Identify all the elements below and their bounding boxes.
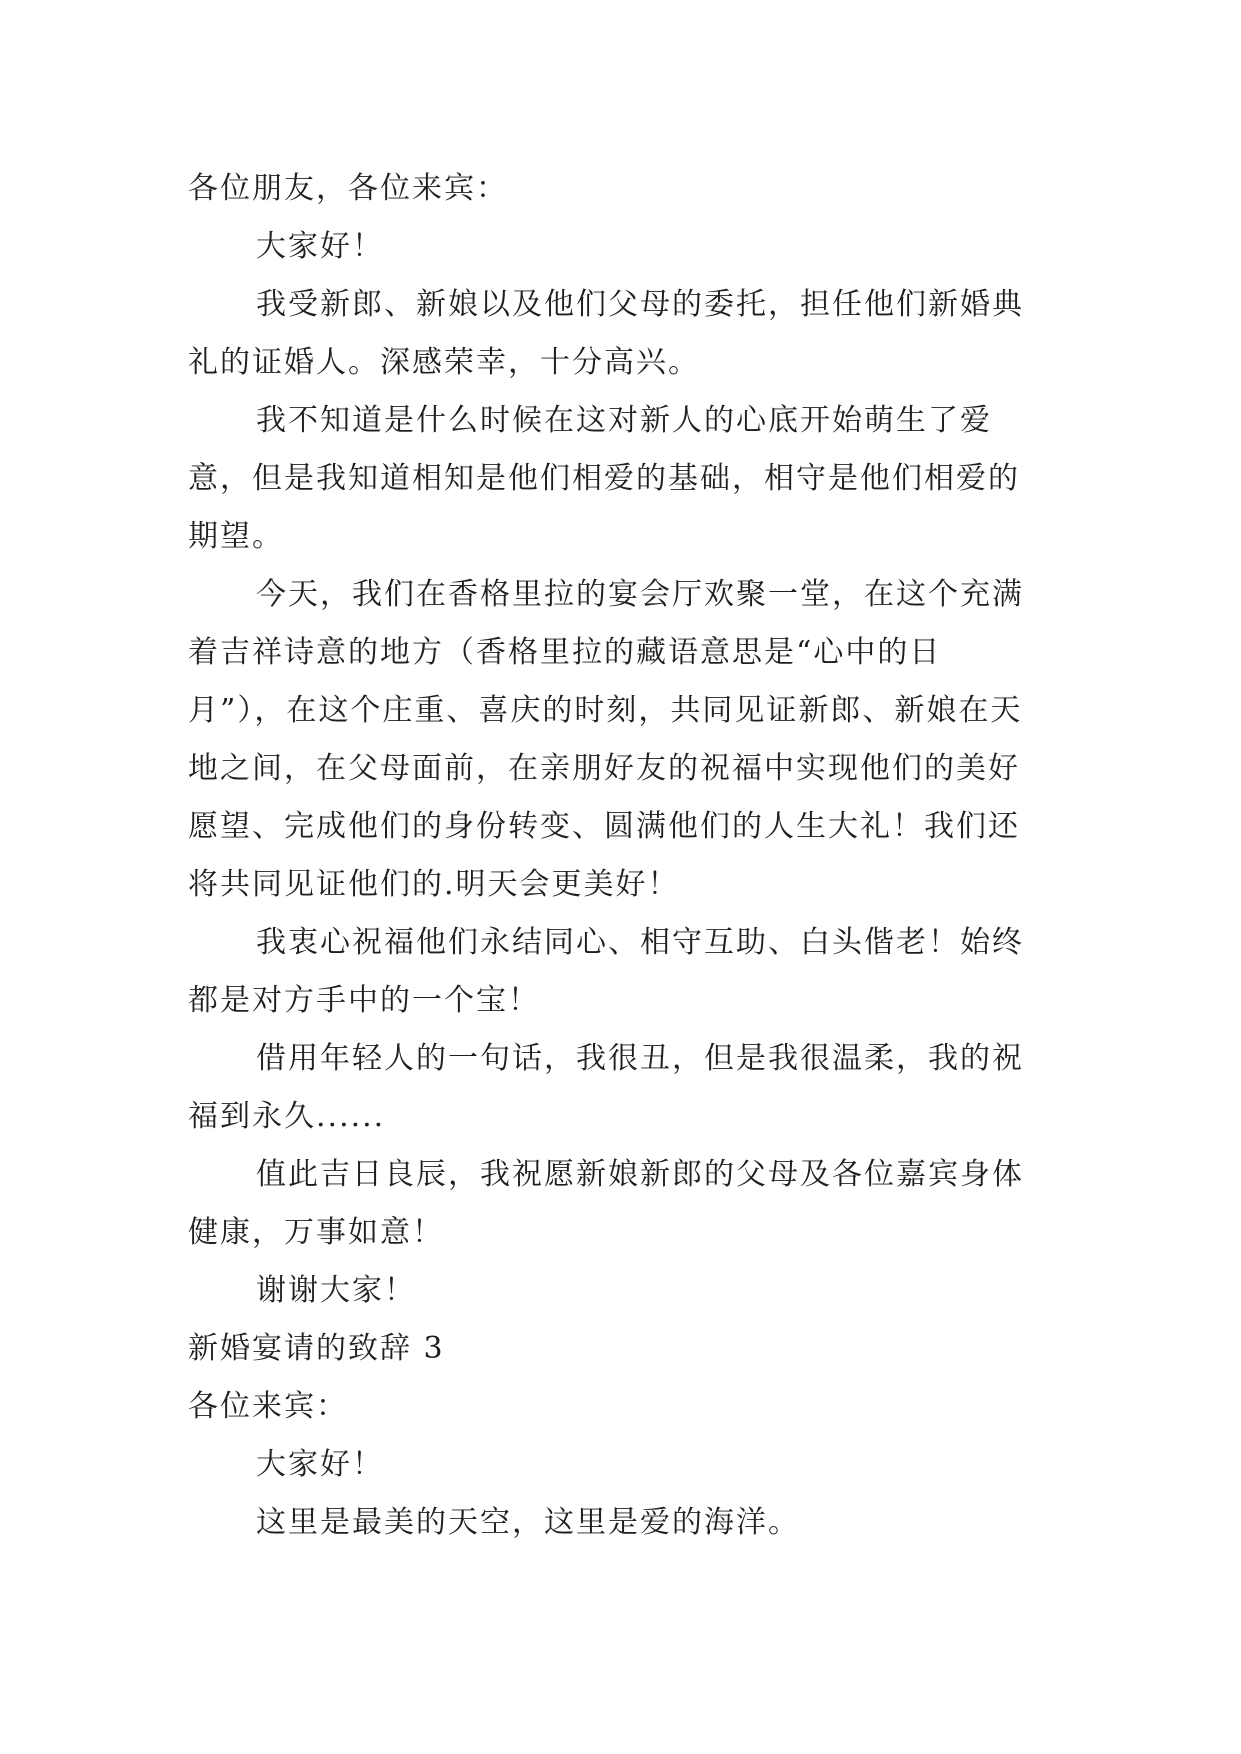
- paragraph-line: 都是对方手中的一个宝！: [188, 983, 540, 1018]
- paragraph-line: 我衷心祝福他们永结同心、相守互助、白头偕老！始终: [256, 925, 1024, 960]
- paragraph-line: 意，但是我知道相知是他们相爱的基础，相守是他们相爱的: [188, 461, 1020, 496]
- paragraph-line: 月”），在这个庄重、喜庆的时刻，共同见证新郎、新娘在天: [188, 693, 1023, 728]
- greeting: 大家好！: [256, 1447, 384, 1482]
- section-heading: 新婚宴请的致辞 3: [188, 1331, 445, 1366]
- paragraph-line: 健康，万事如意！: [188, 1215, 444, 1250]
- paragraph-line: 借用年轻人的一句话，我很丑，但是我很温柔，我的祝: [256, 1041, 1024, 1076]
- salutation: 各位朋友，各位来宾：: [188, 171, 508, 206]
- paragraph-line: 将共同见证他们的.明天会更美好！: [188, 867, 680, 902]
- paragraph-line: 我受新郎、新娘以及他们父母的委托，担任他们新婚典: [256, 287, 1024, 322]
- paragraph-line: 着吉祥诗意的地方（香格里拉的藏语意思是“心中的日: [188, 635, 942, 670]
- document-body: [188, 160, 1054, 1552]
- paragraph-line: 期望。: [188, 519, 284, 554]
- greeting: 大家好！: [256, 229, 384, 264]
- paragraph-line: 地之间，在父母面前，在亲朋好友的祝福中实现他们的美好: [188, 751, 1020, 786]
- paragraph-line: 福到永久......: [188, 1099, 386, 1134]
- closing-thanks: 谢谢大家！: [256, 1273, 416, 1308]
- paragraph-line: 愿望、完成他们的身份转变、圆满他们的人生大礼！我们还: [188, 809, 1020, 844]
- paragraph-line: 这里是最美的天空，这里是爱的海洋。: [256, 1505, 800, 1540]
- paragraph-line: 礼的证婚人。深感荣幸，十分高兴。: [188, 345, 700, 380]
- salutation: 各位来宾：: [188, 1389, 348, 1424]
- paragraph-line: 我不知道是什么时候在这对新人的心底开始萌生了爱: [256, 403, 992, 438]
- paragraph-line: 今天，我们在香格里拉的宴会厅欢聚一堂，在这个充满: [256, 577, 1024, 612]
- paragraph-line: 值此吉日良辰，我祝愿新娘新郎的父母及各位嘉宾身体: [256, 1157, 1024, 1192]
